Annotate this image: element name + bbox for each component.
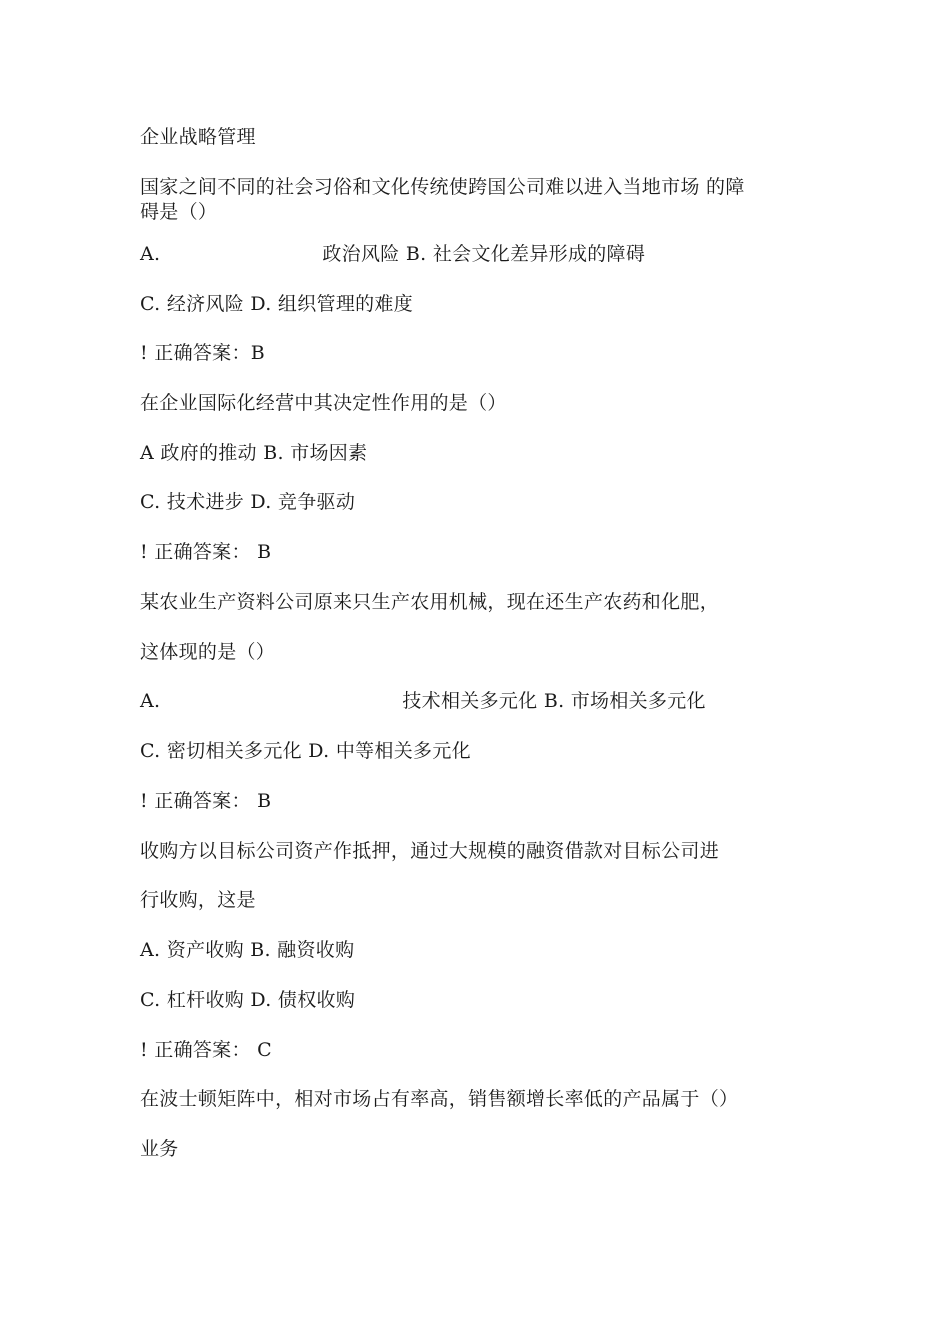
q2-options-ab: A 政府的推动 B. 市场因素 — [140, 442, 368, 464]
q3-option-a-text: 技术相关多元化 B. 市场相关多元化 — [402, 690, 706, 712]
q1-option-a-label: A. — [140, 243, 161, 265]
q3-stem-line1: 某农业生产资料公司原来只生产农用机械，现在还生产农药和化肥， — [140, 591, 720, 613]
q2-options-cd: C. 技术进步 D. 竞争驱动 — [140, 491, 356, 513]
q1-answer: ! 正确答案：B — [140, 342, 266, 364]
q4-stem-line2: 行收购，这是 — [140, 889, 256, 911]
q1-option-a-text: 政治风险 B. 社会文化差异形成的障碍 — [322, 243, 646, 265]
q4-answer: ! 正确答案： C — [140, 1039, 272, 1061]
q1-options-cd: C. 经济风险 D. 组织管理的难度 — [140, 293, 414, 315]
q3-options-ab — [140, 689, 706, 713]
q5-stem-line2: 业务 — [140, 1138, 179, 1160]
q4-options-cd: C. 杠杆收购 D. 债权收购 — [140, 989, 356, 1011]
q1-options-ab — [140, 242, 645, 266]
document-title: 企业战略管理 — [140, 126, 256, 148]
q2-answer: ! 正确答案： B — [140, 541, 272, 563]
q3-answer: ! 正确答案： B — [140, 790, 272, 812]
q3-stem-line2: 这体现的是（） — [140, 641, 276, 663]
q3-option-a-label: A. — [140, 690, 161, 712]
q5-stem-line1: 在波士顿矩阵中，相对市场占有率高，销售额增长率低的产品属于（） — [140, 1088, 739, 1110]
q3-options-cd: C. 密切相关多元化 D. 中等相关多元化 — [140, 740, 471, 762]
q4-stem-line1: 收购方以目标公司资产作抵押，通过大规模的融资借款对目标公司进 — [140, 840, 720, 862]
q1-stem-line2: 碍是（） — [140, 201, 218, 223]
q2-stem: 在企业国际化经营中其决定性作用的是（） — [140, 392, 507, 414]
q1-stem-line1: 国家之间不同的社会习俗和文化传统使跨国公司难以进入当地市场 的障 — [140, 176, 745, 198]
q4-options-ab: A. 资产收购 B. 融资收购 — [140, 939, 355, 961]
